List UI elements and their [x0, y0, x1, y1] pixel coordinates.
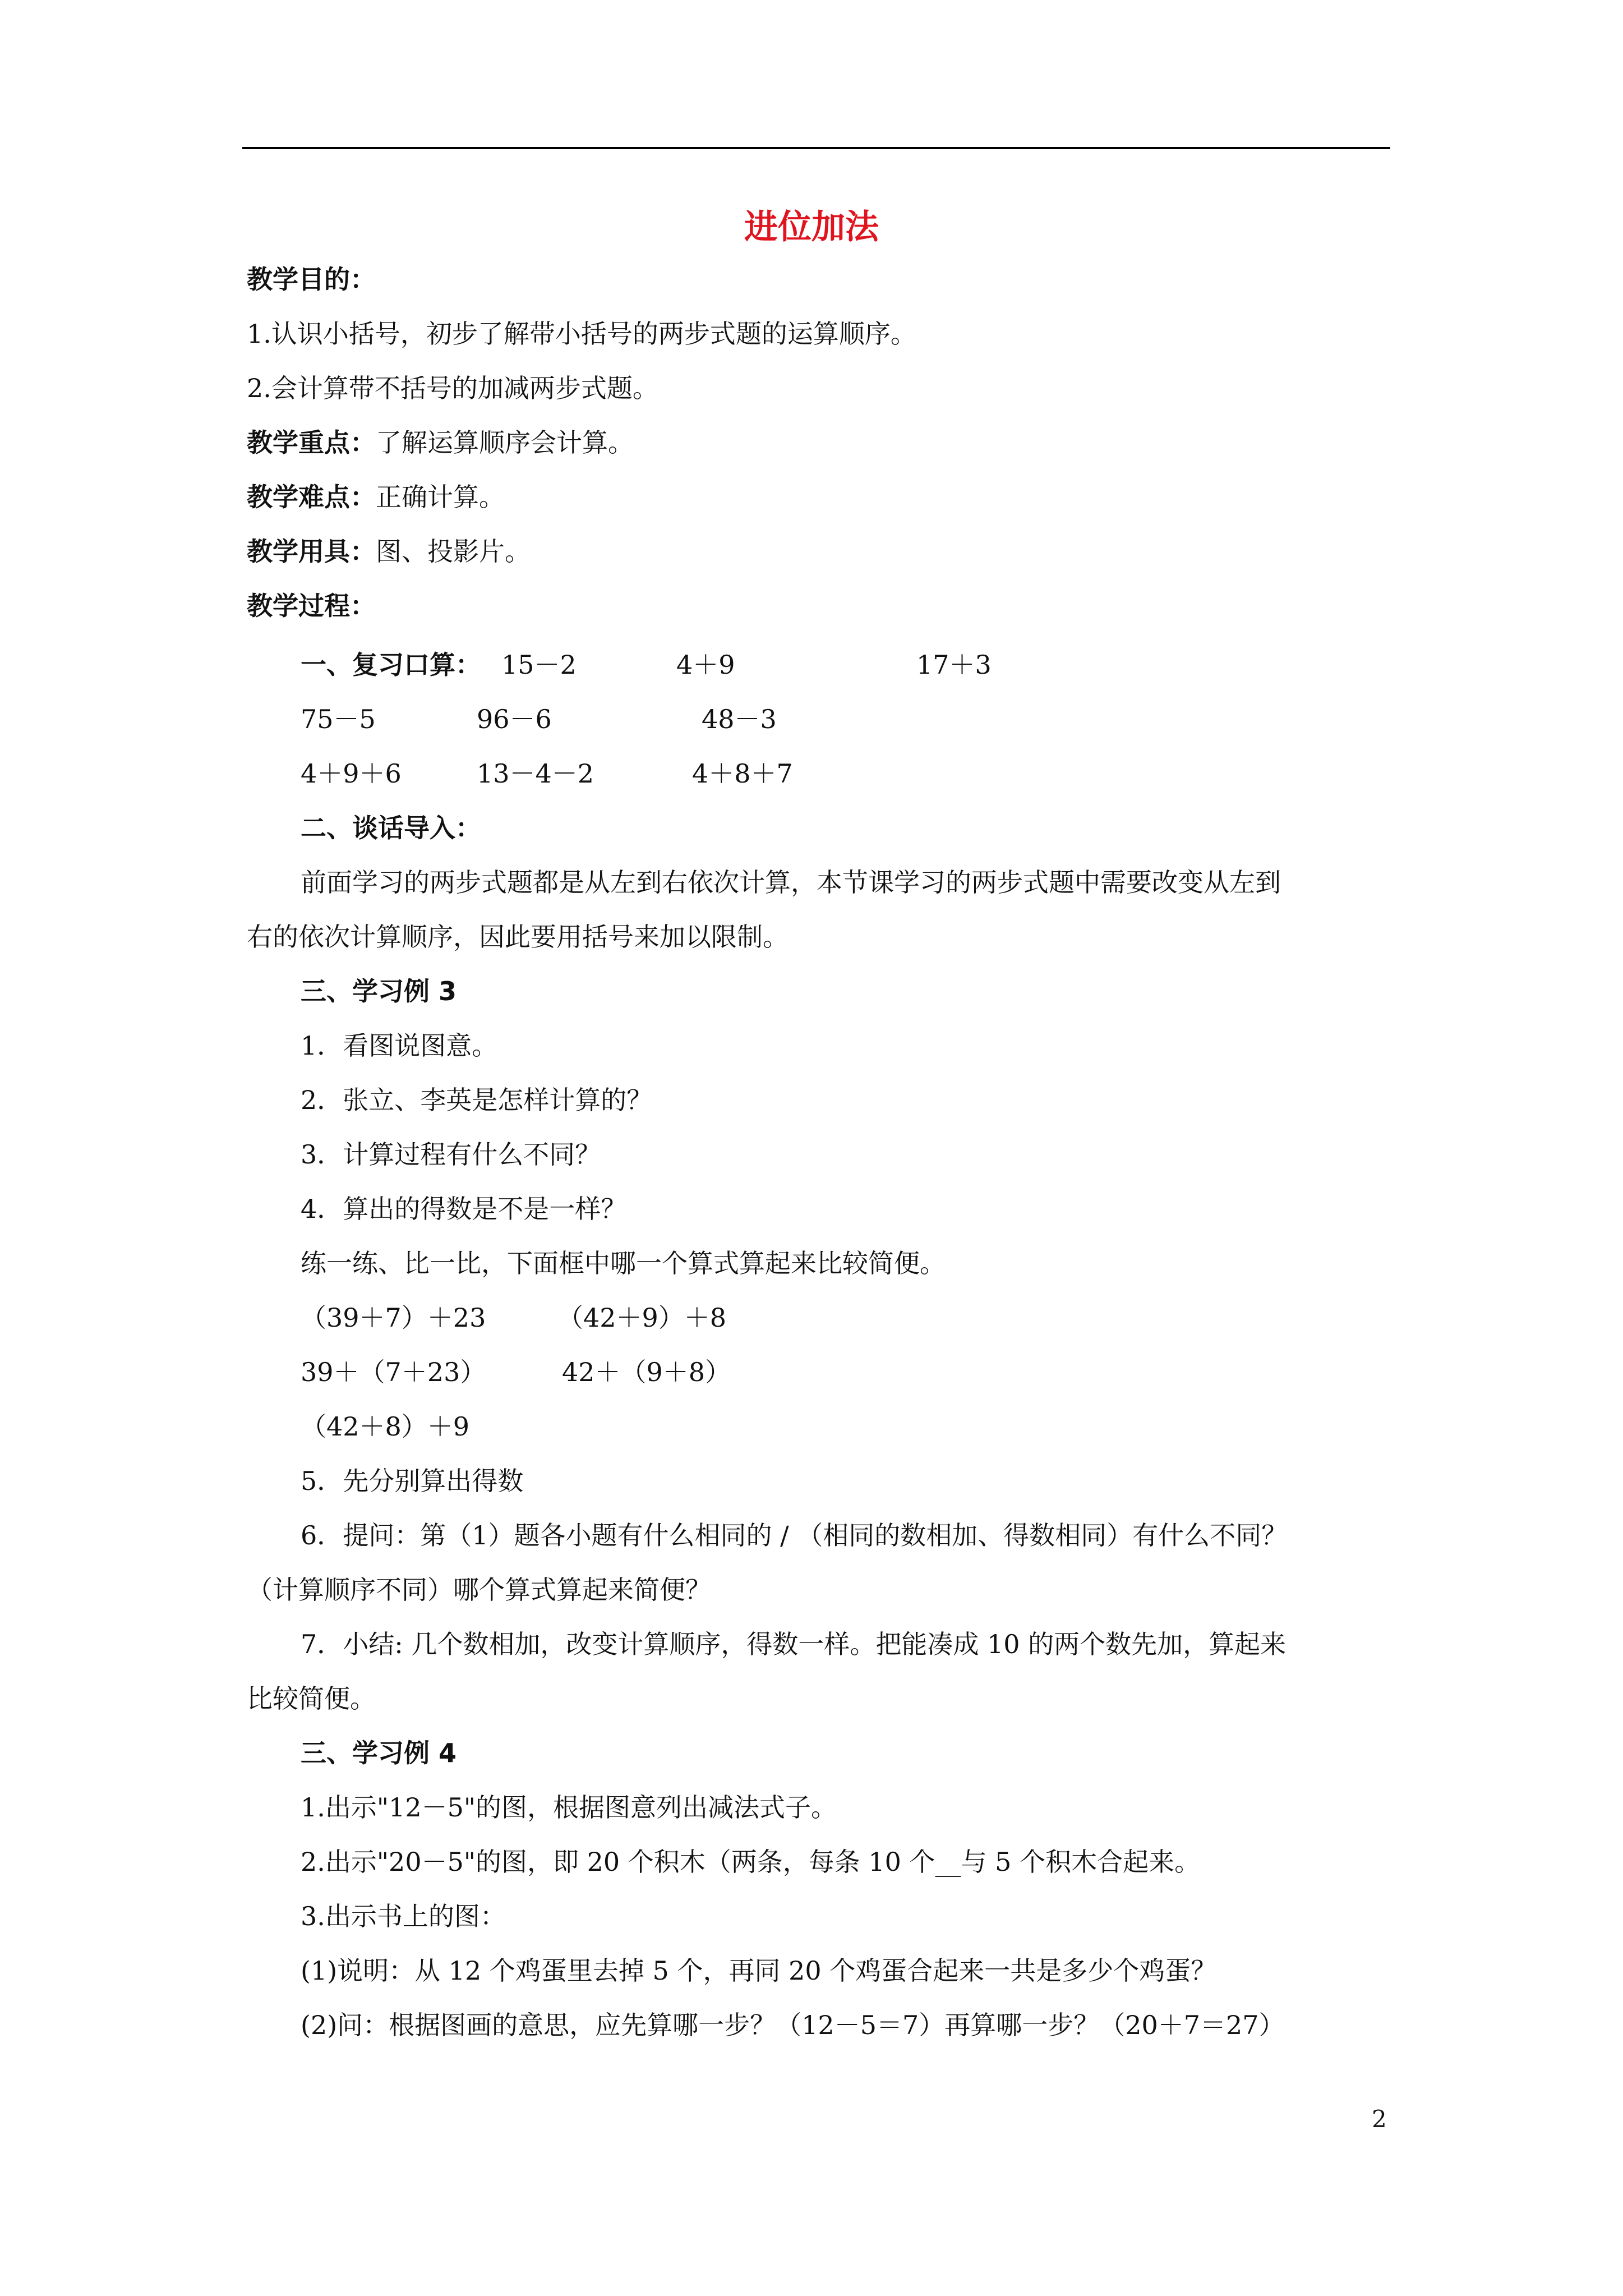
- key-point: [247, 423, 634, 462]
- tools-text: 图、投影片。: [376, 536, 531, 567]
- review-expr: 17＋3: [916, 650, 992, 680]
- formula-row-1: [301, 1298, 1086, 1337]
- formula: 39＋（7＋23）: [301, 1357, 486, 1387]
- example3-heading: 三、学习例 3: [301, 976, 457, 1006]
- intro-heading: 二、谈话导入：: [301, 813, 481, 843]
- review-expr: 4＋9＋6: [301, 758, 402, 789]
- intro-paragraph-line: 右的依次计算顺序，因此要用括号来加以限制。: [247, 922, 789, 952]
- header-rule: [242, 147, 1390, 149]
- formula: （42＋9）＋8: [557, 1303, 727, 1333]
- review-row-3: [301, 754, 1086, 793]
- example3-step-cont: （计算顺序不同）哪个算式算起来简便？: [247, 1575, 711, 1605]
- example4-substep: (1)说明：从 12 个鸡蛋里去掉 5 个，再同 20 个鸡蛋合起来一共是多少个鸡蛋？: [301, 1955, 1217, 1986]
- page-number: 2: [1372, 2105, 1387, 2133]
- tools-heading: 教学用具：: [247, 536, 376, 567]
- example3-step: 2．张立、李英是怎样计算的？: [301, 1085, 653, 1115]
- example4-heading: 三、学习例 4: [301, 1738, 457, 1768]
- example3-step: 6．提问：第（1）题各小题有什么相同的 / （相同的数相加、得数相同）有什么不同？: [301, 1520, 1288, 1550]
- review-expr: 15－2: [501, 650, 577, 680]
- difficulty-text: 正确计算。: [376, 482, 505, 512]
- page-title: 进位加法: [744, 208, 879, 247]
- goal-item-1: 1.认识小括号，初步了解带小括号的两步式题的运算顺序。: [247, 319, 916, 349]
- formula: （39＋7）＋23: [301, 1303, 486, 1333]
- intro-paragraph-line: 前面学习的两步式题都是从左到右依次计算，本节课学习的两步式题中需要改变从左到: [301, 867, 1281, 898]
- review-expr: 4＋9: [676, 650, 735, 680]
- tools: [247, 532, 531, 571]
- review-expr: 4＋8＋7: [692, 758, 793, 789]
- formula-row-2: [301, 1352, 1086, 1392]
- example3-step: 5．先分别算出得数: [301, 1466, 524, 1496]
- example3-step: 4．算出的得数是不是一样？: [301, 1194, 627, 1224]
- difficulty: [247, 477, 505, 517]
- example3-summary-cont: 比较简便。: [247, 1683, 376, 1714]
- process-heading: 教学过程：: [247, 591, 376, 621]
- review-expr: 96－6: [477, 704, 552, 734]
- example3-summary: 7．小结: 几个数相加，改变计算顺序，得数一样。把能凑成 10 的两个数先加，算起来: [301, 1629, 1287, 1659]
- formula: （42＋8）＋9: [301, 1411, 470, 1442]
- review-heading: 一、复习口算：: [301, 650, 481, 680]
- difficulty-heading: 教学难点：: [247, 482, 376, 512]
- review-expr: 48－3: [702, 704, 777, 734]
- review-row-2: [301, 700, 1086, 739]
- goal-item-2: 2.会计算带不括号的加减两步式题。: [247, 373, 658, 403]
- example4-substep: (2)问：根据图画的意思，应先算哪一步？（12－5＝7）再算哪一步？（20＋7＝27）: [301, 2010, 1285, 2040]
- example3-step: 1．看图说图意。: [301, 1030, 498, 1061]
- key-point-text: 了解运算顺序会计算。: [376, 427, 634, 458]
- formula-row-3: [301, 1407, 1086, 1446]
- practice-prompt: 练一练、比一比，下面框中哪一个算式算起来比较简便。: [301, 1248, 946, 1278]
- example4-step: 1.出示"12－5"的图，根据图意列出减法式子。: [301, 1792, 837, 1823]
- review-expr: 75－5: [301, 704, 376, 734]
- key-point-heading: 教学重点：: [247, 427, 376, 458]
- formula: 42＋（9＋8）: [562, 1357, 731, 1387]
- example4-step: 2.出示"20－5"的图，即 20 个积木（两条，每条 10 个__与 5 个积木合起来。: [301, 1847, 1201, 1877]
- goal-heading: 教学目的：: [247, 264, 376, 295]
- review-expr: 13－4－2: [477, 758, 594, 789]
- example4-step: 3.出示书上的图：: [301, 1901, 506, 1931]
- review-row-1: [301, 645, 1086, 684]
- example3-step: 3．计算过程有什么不同？: [301, 1139, 601, 1170]
